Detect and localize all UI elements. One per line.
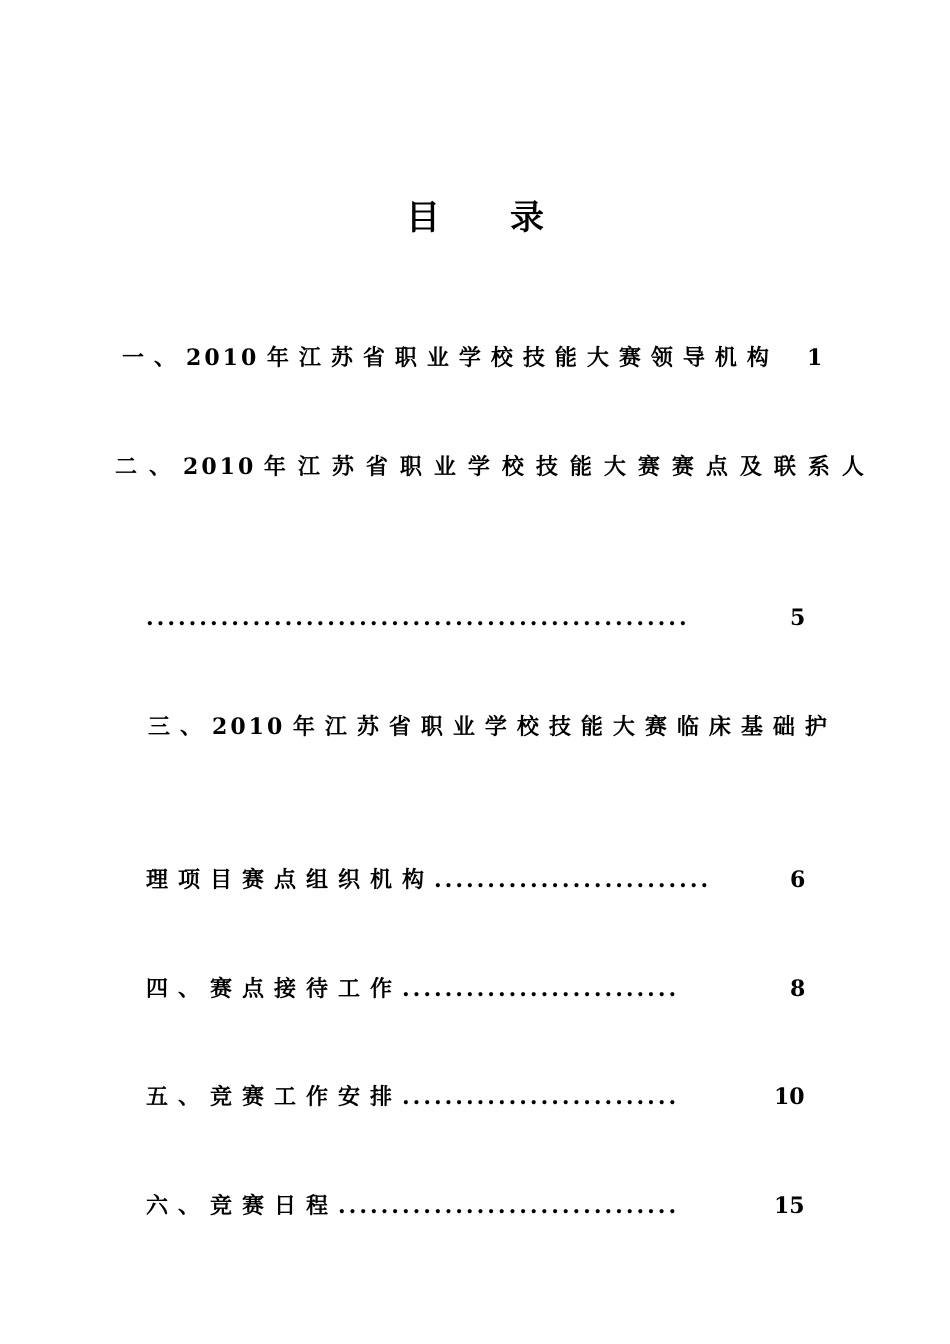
toc-entry-5-page: 10 bbox=[774, 1084, 805, 1110]
toc-entry-2-leader: ................................................... bbox=[146, 605, 690, 631]
toc-entry-2[interactable] bbox=[115, 452, 876, 482]
toc-entry-4-leader: .......................... bbox=[402, 976, 680, 1002]
toc-entry-2-prefix: 二、 bbox=[115, 454, 184, 480]
toc-entry-6[interactable] bbox=[146, 1191, 679, 1221]
toc-entry-2-page: 5 bbox=[790, 605, 806, 631]
title-char-2: 录 bbox=[510, 198, 544, 238]
toc-entry-1-year: 2010 bbox=[186, 345, 260, 371]
toc-entry-5-text: 五、竞赛工作安排 bbox=[146, 1084, 403, 1110]
toc-entry-3-text-cont: 理项目赛点组织机构 bbox=[146, 867, 435, 893]
title-char-1: 目 bbox=[406, 198, 440, 238]
toc-entry-1-page: 1 bbox=[807, 345, 823, 371]
page-title bbox=[0, 190, 950, 239]
toc-entry-1[interactable] bbox=[122, 343, 779, 373]
toc-entry-3-cont[interactable] bbox=[146, 865, 711, 895]
toc-entry-5[interactable] bbox=[146, 1082, 679, 1112]
toc-entry-1-text: 年江苏省职业学校技能大赛领导机构 bbox=[266, 345, 779, 371]
toc-entry-1-prefix: 一、 bbox=[122, 345, 187, 371]
toc-entry-2-year: 2010 bbox=[183, 454, 257, 480]
toc-entry-5-leader: .......................... bbox=[402, 1084, 680, 1110]
toc-entry-4[interactable] bbox=[146, 974, 679, 1004]
toc-entry-6-leader: ................................ bbox=[338, 1193, 680, 1219]
toc-entry-6-text: 六、竞赛日程 bbox=[146, 1193, 339, 1219]
toc-entry-3-prefix: 三、 bbox=[148, 714, 213, 740]
toc-entry-3-page: 6 bbox=[790, 867, 806, 893]
toc-entry-3-leader: .......................... bbox=[434, 867, 712, 893]
toc-entry-6-page: 15 bbox=[774, 1193, 805, 1219]
toc-entry-3-text: 年江苏省职业学校技能大赛临床基础护 bbox=[292, 714, 837, 740]
toc-entry-3-year: 2010 bbox=[212, 714, 286, 740]
toc-entry-4-page: 8 bbox=[790, 976, 806, 1002]
toc-entry-4-text: 四、赛点接待工作 bbox=[146, 976, 403, 1002]
toc-entry-3[interactable] bbox=[148, 712, 837, 742]
toc-entry-2-text: 年江苏省职业学校技能大赛赛点及联系人 bbox=[263, 454, 876, 480]
